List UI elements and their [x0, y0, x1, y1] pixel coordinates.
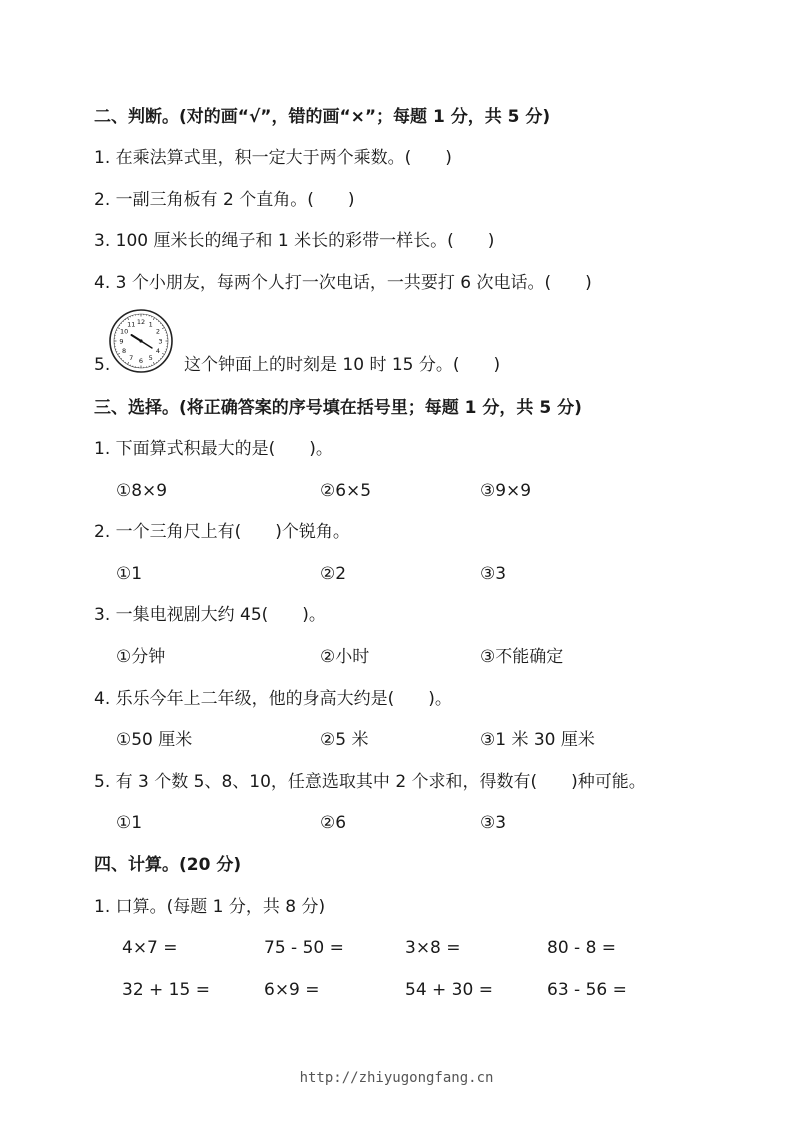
- choice-question-3: 3. 一集电视剧大约 45( )。: [94, 605, 326, 625]
- calc-r1-c2: 75 - 50 =: [264, 938, 344, 958]
- calc-r2-c3: 54 + 30 =: [405, 980, 493, 1000]
- clock-number: 5: [148, 354, 153, 363]
- clock-number: 4: [155, 347, 160, 356]
- choice-3-option-c: ③不能确定: [480, 647, 564, 667]
- judge-item-5-text: 这个钟面上的时刻是 10 时 15 分。( ): [184, 355, 501, 375]
- choice-5-option-c: ③3: [480, 813, 507, 833]
- choice-1-option-c: ③9×9: [480, 481, 532, 501]
- choice-question-2: 2. 一个三角尺上有( )个锐角。: [94, 522, 350, 542]
- clock-number: 7: [129, 354, 134, 363]
- choice-question-5: 5. 有 3 个数 5、8、10，任意选取其中 2 个求和，得数有( )种可能。: [94, 772, 646, 792]
- calc-r2-c2: 6×9 =: [264, 980, 320, 1000]
- choice-question-1: 1. 下面算式积最大的是( )。: [94, 439, 333, 459]
- judge-item-2: 2. 一副三角板有 2 个直角。( ): [94, 190, 355, 210]
- choice-5-option-b: ②6: [320, 813, 347, 833]
- choice-5-option-a: ①1: [116, 813, 143, 833]
- judge-item-5-number: 5.: [94, 355, 111, 375]
- clock-number: 3: [158, 337, 163, 346]
- footer-url: http://zhiyugongfang.cn: [299, 1070, 494, 1086]
- clock-number: 8: [122, 347, 127, 356]
- choice-3-option-a: ①分钟: [116, 647, 166, 667]
- choice-2-option-c: ③3: [480, 564, 507, 584]
- choice-4-option-c: ③1 米 30 厘米: [480, 730, 595, 750]
- calc-r2-c1: 32 + 15 =: [122, 980, 210, 1000]
- clock-face-image: [108, 308, 174, 374]
- clock-number: 2: [155, 327, 160, 336]
- choice-question-4: 4. 乐乐今年上二年级，他的身高大约是( )。: [94, 689, 452, 709]
- section-2-heading: 二、判断。(对的画“√”，错的画“×”；每题 1 分，共 5 分): [94, 107, 551, 127]
- choice-3-option-b: ②小时: [320, 647, 370, 667]
- choice-2-option-a: ①1: [116, 564, 143, 584]
- choice-2-option-b: ②2: [320, 564, 347, 584]
- oral-calc-subheading: 1. 口算。(每题 1 分，共 8 分): [94, 897, 326, 917]
- choice-4-option-a: ①50 厘米: [116, 730, 193, 750]
- calc-r1-c1: 4×7 =: [122, 938, 178, 958]
- calc-r1-c3: 3×8 =: [405, 938, 461, 958]
- choice-4-option-b: ②5 米: [320, 730, 369, 750]
- section-3-heading: 三、选择。(将正确答案的序号填在括号里；每题 1 分，共 5 分): [94, 398, 582, 418]
- clock-number: 11: [127, 320, 136, 329]
- judge-item-3: 3. 100 厘米长的绳子和 1 米长的彩带一样长。( ): [94, 231, 495, 251]
- clock-number: 12: [136, 317, 146, 326]
- choice-1-option-b: ②6×5: [320, 481, 372, 501]
- clock-number: 9: [119, 337, 124, 346]
- clock-number: 6: [138, 356, 144, 365]
- judge-item-1: 1. 在乘法算式里，积一定大于两个乘数。( ): [94, 148, 452, 168]
- clock-number: 1: [148, 320, 153, 329]
- calc-r1-c4: 80 - 8 =: [547, 938, 617, 958]
- calc-r2-c4: 63 - 56 =: [547, 980, 627, 1000]
- choice-1-option-a: ①8×9: [116, 481, 168, 501]
- section-4-heading: 四、计算。(20 分): [94, 855, 242, 875]
- judge-item-4: 4. 3 个小朋友，每两个人打一次电话，一共要打 6 次电话。( ): [94, 273, 592, 293]
- clock-number: 10: [119, 327, 129, 336]
